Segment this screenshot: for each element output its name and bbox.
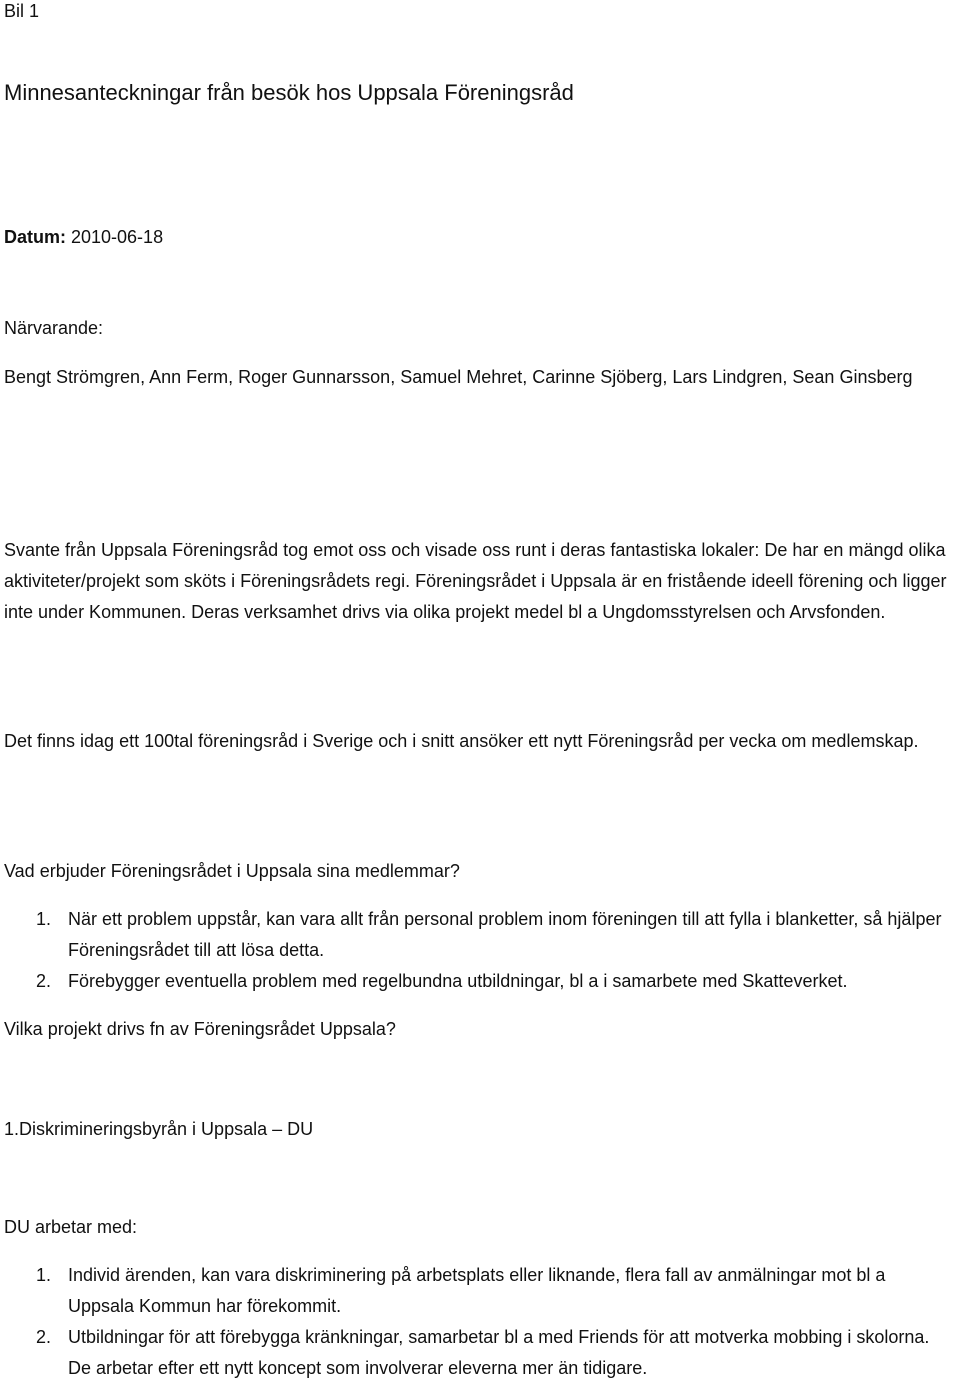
list-item	[4, 966, 956, 997]
page-title: Minnesanteckningar från besök hos Uppsala Föreningsråd	[4, 80, 574, 105]
list-item-text: Utbildningar för att förebygga kränkningar, samarbetar bl a med Friends för att motverka mobbing i skolorna. De arbetar efter ett nytt koncept som involverar eleverna mer än tidigare.	[68, 1327, 930, 1378]
list-item-text: Individ ärenden, kan vara diskriminering på arbetsplats eller liknande, flera fall av anmälningar mot bl a Uppsala Kommun har förekommit.	[68, 1265, 886, 1316]
list-item-number: 2.	[36, 971, 52, 991]
offer-list	[4, 904, 956, 997]
date-value: 2010-06-18	[66, 227, 164, 247]
present-label: Närvarande:	[4, 318, 104, 338]
date-label: Datum:	[4, 227, 66, 247]
list-item-number: 2.	[36, 1327, 52, 1347]
list-item	[4, 904, 956, 966]
list-item	[4, 1322, 956, 1384]
attachment-label: Bil 1	[4, 1, 40, 21]
du-label: DU arbetar med:	[4, 1217, 138, 1237]
offer-question: Vad erbjuder Föreningsrådet i Uppsala sina medlemmar?	[4, 861, 460, 881]
list-item-number: 1.	[36, 909, 52, 929]
count-paragraph: Det finns idag ett 100tal föreningsråd i Sverige och i snitt ansöker ett nytt Föreningsråd per vecka om medlemskap.	[4, 731, 919, 751]
list-item	[4, 1260, 956, 1322]
date-line	[4, 226, 163, 248]
list-item-number: 1.	[36, 1265, 52, 1285]
intro-paragraph: Svante från Uppsala Föreningsråd tog emot oss och visade oss runt i deras fantastiska lokaler: De har en mängd olika aktiviteter/projekt som sköts i Föreningsrådets regi. Föreningsrådet i Uppsala är en fristående ideell förening och ligger inte under Kommunen. Deras verksamhet drivs via olika projekt medel bl a Ungdomsstyrelsen och Arvsfonden.	[4, 540, 947, 622]
projects-question: Vilka projekt drivs fn av Föreningsrådet Uppsala?	[4, 1019, 396, 1039]
list-item-text: När ett problem uppstår, kan vara allt från personal problem inom föreningen till att fylla i blanketter, så hjälper Föreningsrådet till att lösa detta.	[68, 909, 942, 960]
present-names: Bengt Strömgren, Ann Ferm, Roger Gunnarsson, Samuel Mehret, Carinne Sjöberg, Lars Lindgren, Sean Ginsberg	[4, 367, 913, 387]
list-item-text: Förebygger eventuella problem med regelbundna utbildningar, bl a i samarbete med Skatteverket.	[68, 971, 848, 991]
project-heading: 1.Diskrimineringsbyrån i Uppsala – DU	[4, 1119, 314, 1139]
du-list	[4, 1260, 956, 1384]
